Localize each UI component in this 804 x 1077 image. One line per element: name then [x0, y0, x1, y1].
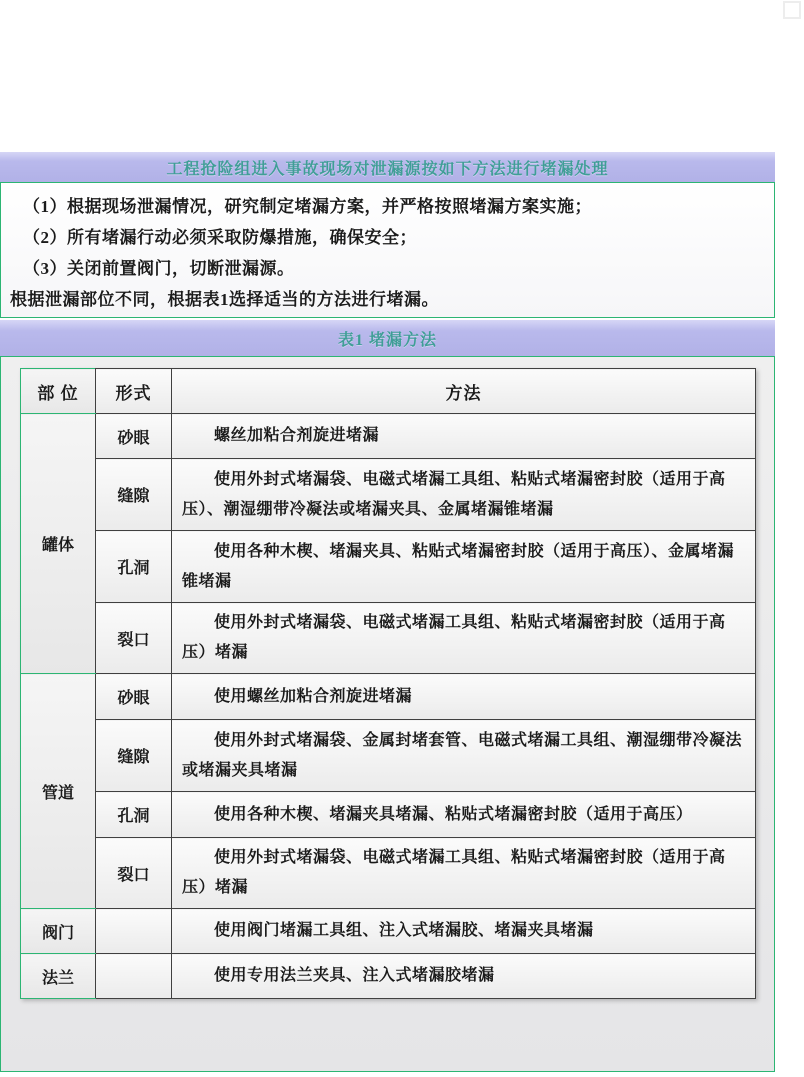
table-row: [21, 838, 756, 909]
table-row: [21, 909, 756, 954]
form-cell: 缝隙: [96, 720, 172, 792]
table-title: 表1 堵漏方法: [337, 331, 437, 349]
form-cell: 缝隙: [96, 459, 172, 531]
intro-note: 根据泄漏部位不同，根据表1选择适当的方法进行堵漏。: [10, 290, 439, 309]
table-row: [21, 459, 756, 531]
method-cell: [172, 792, 756, 838]
method-cell: [172, 720, 756, 792]
intro-item-3: （3）关闭前置阀门，切断泄漏源。: [23, 259, 295, 278]
form-cell: 孔洞: [96, 792, 172, 838]
method-text: 使用螺丝加粘合剂旋进堵漏: [214, 687, 413, 705]
part-cell-tank: 罐体: [21, 414, 96, 674]
table-row: [21, 954, 756, 999]
section-title: 工程抢险组进入事故现场对泄漏源按如下方法进行堵漏处理: [166, 160, 609, 178]
table-title-banner: [0, 320, 775, 356]
part-cell-flange: 法兰: [21, 954, 96, 999]
form-cell: 砂眼: [96, 674, 172, 720]
table-row: [21, 792, 756, 838]
method-cell: [172, 838, 756, 909]
method-text: 使用外封式堵漏袋、电磁式堵漏工具组、粘贴式堵漏密封胶（适用于高压）堵漏: [182, 614, 726, 661]
top-right-box: [783, 1, 801, 19]
method-cell: [172, 674, 756, 720]
method-text: 使用各种木楔、堵漏夹具、粘贴式堵漏密封胶（适用于高压）、金属堵漏锥堵漏: [182, 542, 735, 590]
form-cell: 孔洞: [96, 531, 172, 603]
table-header-row: [21, 369, 756, 414]
part-cell-pipe: 管道: [21, 674, 96, 909]
form-cell: 砂眼: [96, 414, 172, 459]
method-text: 使用外封式堵漏袋、电磁式堵漏工具组、粘贴式堵漏密封胶（适用于高压）、潮湿绷带冷凝法或堵漏夹具、金属堵漏锥堵漏: [182, 470, 726, 518]
method-cell: [172, 459, 756, 531]
part-cell-valve: 阀门: [21, 909, 96, 954]
section-title-banner: [0, 152, 775, 182]
method-text: 使用专用法兰夹具、注入式堵漏胶堵漏: [214, 967, 495, 984]
leak-methods-table: [20, 368, 756, 999]
method-cell: [172, 603, 756, 674]
method-cell: [172, 954, 756, 999]
table-row: [21, 531, 756, 603]
table-row: [21, 674, 756, 720]
form-cell-empty: [96, 909, 172, 954]
method-text: 使用各种木楔、堵漏夹具堵漏、粘贴式堵漏密封胶（适用于高压）: [214, 805, 693, 823]
method-text: 螺丝加粘合剂旋进堵漏: [214, 427, 380, 444]
col-header-form: 形式: [96, 369, 172, 414]
method-text: 使用外封式堵漏袋、金属封堵套管、电磁式堵漏工具组、潮湿绷带冷凝法或堵漏夹具堵漏: [182, 731, 743, 779]
intro-item-2: （2）所有堵漏行动必须采取防爆措施，确保安全；: [23, 228, 417, 247]
intro-panel: [0, 182, 775, 318]
table-row: [21, 414, 756, 459]
intro-item-1: （1）根据现场泄漏情况，研究制定堵漏方案，并严格按照堵漏方案实施；: [23, 197, 592, 216]
method-text: 使用阀门堵漏工具组、注入式堵漏胶、堵漏夹具堵漏: [214, 922, 594, 939]
form-cell: 裂口: [96, 838, 172, 909]
method-cell: [172, 414, 756, 459]
table-row: [21, 603, 756, 674]
col-header-method: 方法: [172, 369, 756, 414]
form-cell: 裂口: [96, 603, 172, 674]
form-cell-empty: [96, 954, 172, 999]
method-cell: [172, 909, 756, 954]
table-panel: [0, 356, 775, 1072]
method-cell: [172, 531, 756, 603]
table-row: [21, 720, 756, 792]
method-text: 使用外封式堵漏袋、电磁式堵漏工具组、粘贴式堵漏密封胶（适用于高压）堵漏: [182, 849, 726, 896]
col-header-part: 部 位: [21, 369, 96, 414]
